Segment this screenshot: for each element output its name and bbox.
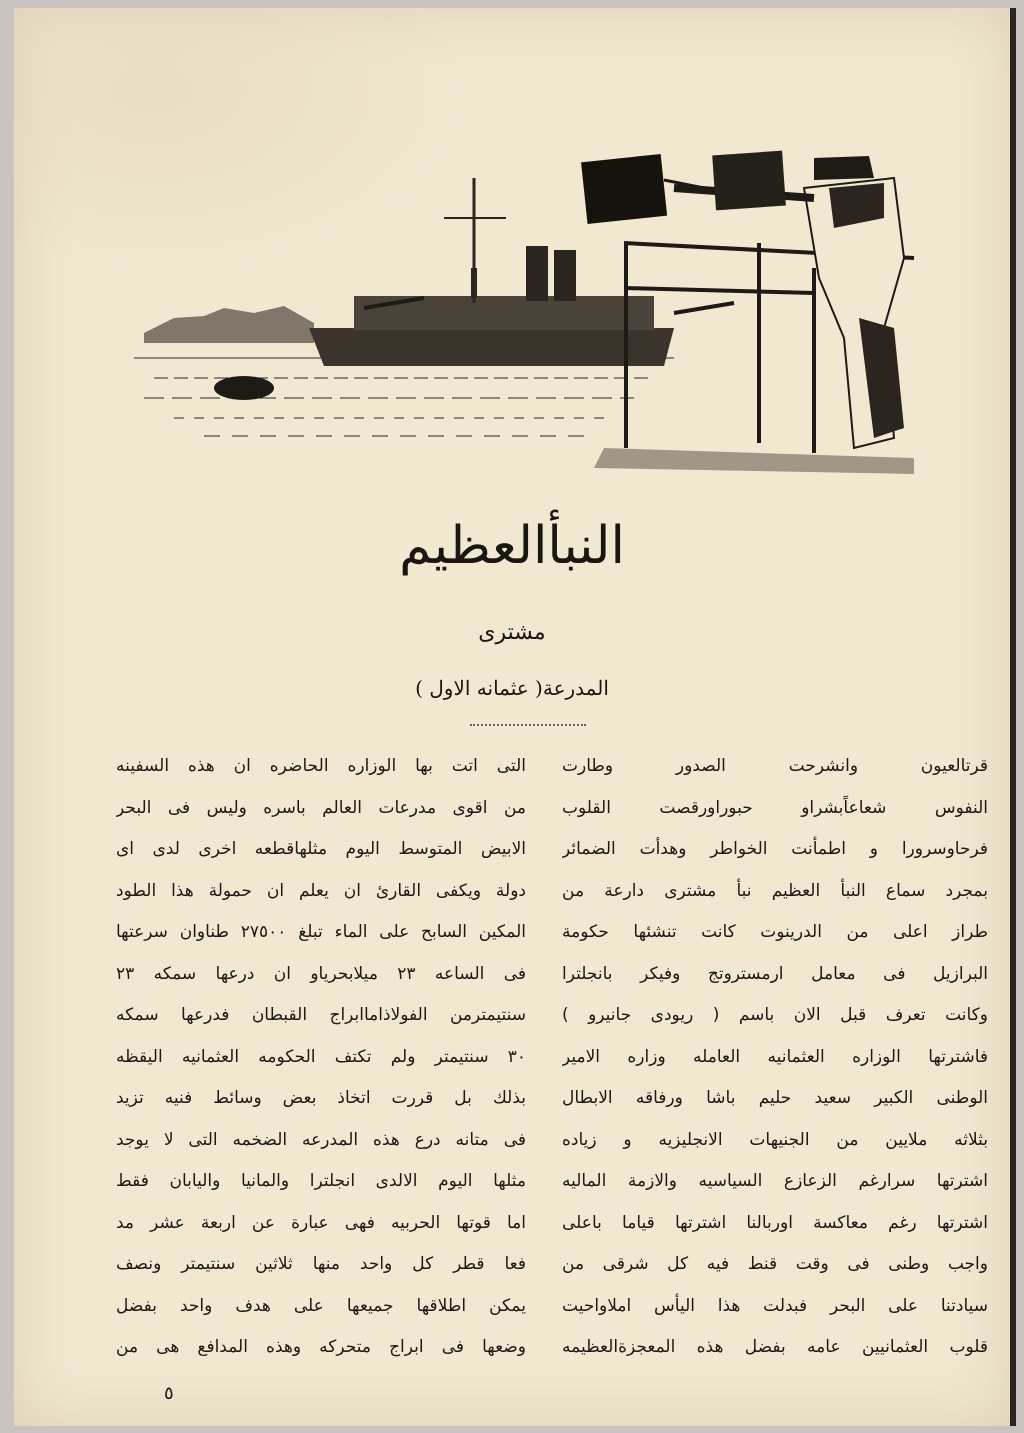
text-line: بثلاثه ملايين من الجنيهات الانجليزيه و زياده [562,1129,988,1150]
text-line: الوطنى الكبير سعيد حليم باشا ورفاقه الابطال [562,1088,988,1108]
text-line: واجب وطنى فى وقت قنط فيه كل شرقى من [562,1254,988,1274]
article-title: النبأالعظيم [399,516,625,576]
text-column-left [116,746,526,1369]
text-line: وكانت تعرف قبل الان باسم ( ريودى جانيرو ) [562,1005,988,1025]
divider [470,724,586,726]
text-line: ٣٠ سنتيمتر ولم تكتف الحكومه العثمانيه اليقظه [116,1046,526,1067]
article-author: مشترى [478,620,546,645]
text-line: فى متانه درع هذه المدرعه الضخمه التى لا يوجد [116,1129,526,1150]
text-line: اشترتها سرارغم الزعازع السياسيه والازمة الماليه [562,1171,988,1191]
magazine-page [14,8,1016,1426]
text-line: وضعها فى ابراج متحركه وهذه المدافع هى من [116,1337,526,1357]
text-line: فاشترتها الوزاره العثمانيه العامله وزاره الامير [562,1046,988,1067]
text-line: يمكن اطلاقها جميعها على هدف واحد بفضل [116,1295,526,1316]
text-line: دولة ويكفى القارئ ان يعلم ان حمولة هذا الطود [116,880,526,901]
text-line: مثلها اليوم الالدى انجلترا والمانيا واليابان فقط [116,1171,526,1191]
text-line: الابيض المتوسط اليوم مثلهاقطعه اخرى لدى اى [116,839,526,859]
text-line: طراز اعلى من الدرينوت كانت تنشئها حكومة [562,922,988,942]
text-line: النفوس شعاعاًبشراو حبوراورقصت القلوب [562,797,988,818]
text-line: بمجرد سماع النبأ العظيم نبأ مشترى دارعة من [562,880,988,901]
article-subtitle: المدرعة( عثمانه الاول ) [415,676,609,700]
text-line: فعا قطر كل واحد منها ثلاثين سنتيمتر ونصف [116,1254,526,1274]
text-line: سيادتنا على البحر فبدلت هذا اليأس املاواحيت [562,1295,988,1316]
warship-signalman-illustration [114,118,934,478]
text-line: فرحاوسرورا و اطمأنت الخواطر وهدأت الضمائر [562,839,988,859]
text-line: قرتالعيون وانشرحت الصدور وطارت [562,756,988,776]
text-line: التى اتت بها الوزاره الحاضره ان هذه السفينه [116,756,526,776]
text-line: اما قوتها الحربيه فهى عبارة عن اربعة عشر مد [116,1212,526,1233]
text-line: فى الساعه ٢٣ ميلابحرياو ان درعها سمكه ٢٣ [116,963,526,984]
text-line: سنتيمترمن الفولاذاماابراج القبطان فدرعها سمكه [116,1005,526,1025]
text-line: البرازيل فى معامل ارمستروتج وفيكر بانجلترا [562,963,988,984]
text-line: بذلك بل قررت اتخاذ بعض وسائط فنيه تزيد [116,1088,526,1108]
text-line: المكين السابح على الماء تبلغ ٢٧٥٠٠ طناوان سرعتها [116,922,526,942]
text-line: اشترتها رغم معاكسة اوربالنا اشترتها قياما باعلى [562,1212,988,1233]
text-line: من اقوى مدرعات العالم باسره وليس فى البحر [116,797,526,818]
page-number: ٥ [164,1383,174,1404]
text-line: قلوب العثمانيين عامه بفضل هذه المعجزةالعظيمه [562,1337,988,1357]
text-column-right [562,746,988,1369]
